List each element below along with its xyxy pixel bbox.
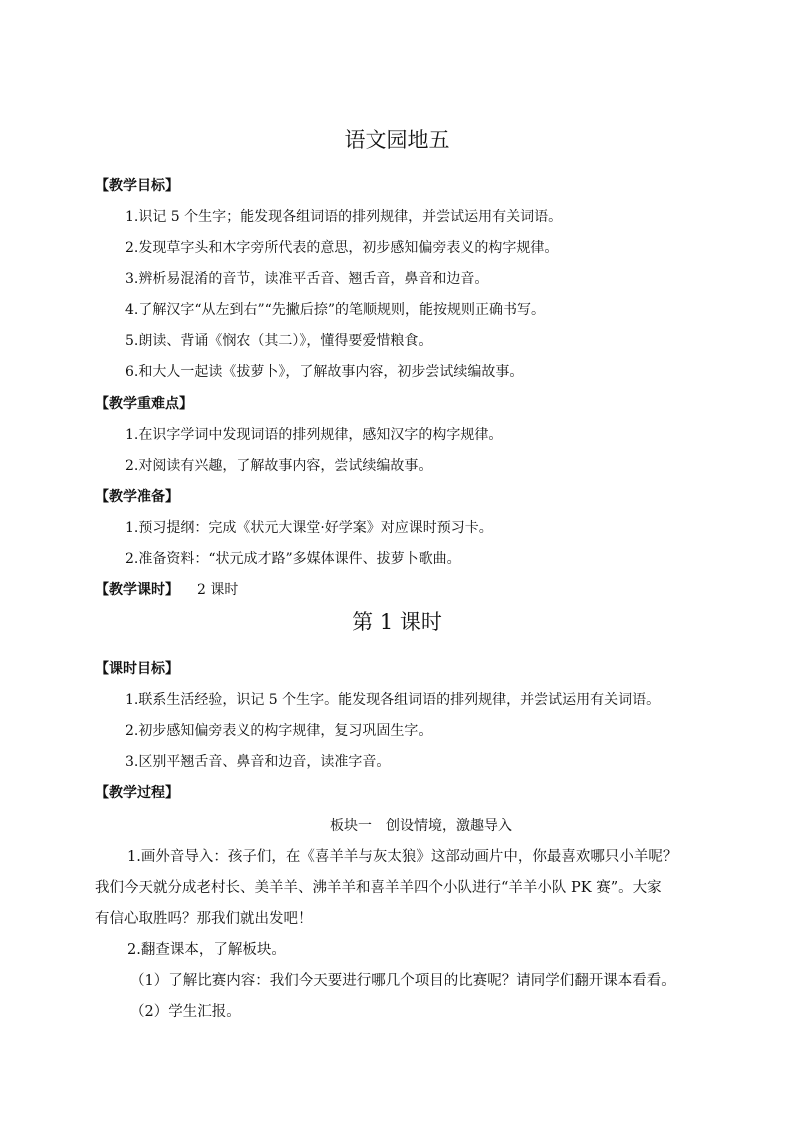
objective-item: 3.区别平翘舌音、鼻音和边音，读准字音。 xyxy=(125,754,391,770)
goal-item: 4.了解汉字“从左到右”“先撇后捺”的笔顺规则，能按规则正确书写。 xyxy=(125,302,545,318)
key-points-heading: 【教学重难点】 xyxy=(95,396,193,412)
goal-item: 6.和大人一起读《拔萝卜》，了解故事内容，初步尝试续编故事。 xyxy=(125,364,524,380)
preparation-item: 1.预习提纲：完成《状元大课堂·好学案》对应课时预习卡。 xyxy=(125,520,493,536)
key-point-item: 1.在识字学词中发现词语的排列规律，感知汉字的构字规律。 xyxy=(125,427,503,443)
goal-item: 5.朗读、背诵《悯农（其二）》，懂得要爱惜粮食。 xyxy=(125,333,433,349)
hours-row xyxy=(95,580,238,600)
subitem: （2）学生汇报。 xyxy=(130,1004,241,1020)
paragraph-line: 2.翻查课本，了解板块。 xyxy=(127,942,286,958)
hours-heading: 【教学课时】 xyxy=(95,582,179,598)
goal-item: 1.识记 5 个生字；能发现各组词语的排列规律，并尝试运用有关词语。 xyxy=(125,209,563,225)
block-title: 板块一 创设情境，激趣导入 xyxy=(330,818,512,834)
page-title: 语文园地五 xyxy=(344,128,450,152)
goal-item: 2.发现草字头和木字旁所代表的意思，初步感知偏旁表义的构字规律。 xyxy=(125,240,559,256)
preparation-heading: 【教学准备】 xyxy=(95,489,179,505)
hours-value: 2 课时 xyxy=(197,582,239,598)
objective-item: 1.联系生活经验，识记 5 个生字。能发现各组词语的排列规律，并尝试运用有关词语。 xyxy=(125,692,661,708)
subitem: （1）了解比赛内容：我们今天要进行哪几个项目的比赛呢？请同学们翻开课本看看。 xyxy=(130,973,676,989)
lesson-title: 第 1 课时 xyxy=(352,610,442,634)
goals-heading: 【教学目标】 xyxy=(95,178,179,194)
objectives-heading: 【课时目标】 xyxy=(95,661,179,677)
paragraph-line: 有信心取胜吗？那我们就出发吧！ xyxy=(95,911,313,927)
objective-item: 2.初步感知偏旁表义的构字规律，复习巩固生字。 xyxy=(125,723,433,739)
paragraph-line: 1.画外音导入：孩子们，在《喜羊羊与灰太狼》这部动画片中，你最喜欢哪只小羊呢？ xyxy=(127,849,678,865)
preparation-item: 2.准备资料：“状元成才路”多媒体课件、拔萝卜歌曲。 xyxy=(125,551,461,567)
goal-item: 3.辨析易混淆的音节，读准平舌音、翘舌音，鼻音和边音。 xyxy=(125,271,489,287)
paragraph-line: 我们今天就分成老村长、美羊羊、沸羊羊和喜羊羊四个小队进行“羊羊小队 PK 赛”。大家 xyxy=(95,880,662,896)
process-heading: 【教学过程】 xyxy=(95,785,179,801)
key-point-item: 2.对阅读有兴趣，了解故事内容，尝试续编故事。 xyxy=(125,458,433,474)
